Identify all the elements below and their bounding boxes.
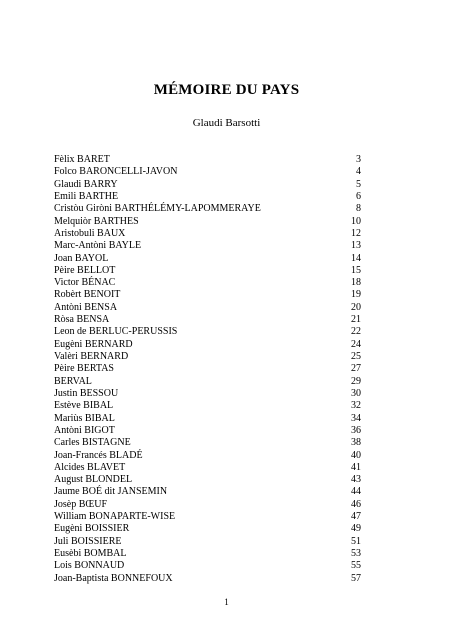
toc-entry-page: 10: [351, 215, 361, 227]
toc-entry-name: Eusèbi BOMBAL: [54, 548, 127, 559]
toc-entry-page: 13: [351, 240, 361, 252]
toc-entry-page: 41: [351, 461, 361, 473]
toc-entry-page: 44: [351, 486, 361, 498]
toc-entry: [54, 363, 361, 375]
toc-entry: [54, 400, 361, 412]
toc-entry-name: Eugèni BERNARD: [54, 338, 133, 350]
toc-entry: [54, 289, 361, 301]
toc-entry: [54, 277, 361, 289]
toc-entry-name: Eugèni BOISSIER: [54, 523, 130, 535]
toc-entry-page: 8: [356, 203, 361, 215]
toc-entry: [54, 240, 361, 252]
toc-entry-page: 36: [351, 424, 361, 436]
toc-entry: [54, 166, 361, 178]
toc-entry: [54, 536, 361, 548]
toc-entry-name: Ròsa BENSA: [54, 314, 110, 326]
toc-entry-page: 46: [351, 498, 361, 510]
toc-entry-page: 51: [351, 535, 361, 547]
toc-entry: [54, 462, 361, 474]
toc-entry-page: 20: [351, 301, 361, 313]
toc-entry: [54, 253, 361, 265]
toc-entry-page: 43: [351, 474, 361, 486]
toc-entry-page: 53: [351, 548, 361, 559]
toc-entry-name: Lois BONNAUD: [54, 560, 125, 572]
toc-entry: [54, 351, 361, 363]
toc-entry: [54, 474, 361, 486]
toc-entry-name: Estève BIBAL: [54, 400, 114, 412]
toc-entry-name: Emili BARTHE: [54, 190, 119, 202]
toc-entry-name: Valèri BERNARD: [54, 351, 129, 362]
toc-entry-name: Pèire BELLOT: [54, 264, 116, 276]
toc-entry: [54, 499, 361, 511]
toc-entry-name: Cristòu Giròni BARTHÉLÉMY-LAPOMMERAYE: [54, 203, 261, 215]
toc-entry-page: 40: [351, 449, 361, 461]
toc-entry: [54, 388, 361, 400]
toc-entry: [54, 265, 361, 277]
toc-entry-name: Victor BÉNAC: [54, 277, 116, 289]
toc-entry-page: 21: [351, 314, 361, 326]
toc-entry: [54, 302, 361, 314]
toc-entry-name: William BONAPARTE-WISE: [54, 511, 176, 523]
toc-entry-page: 57: [351, 572, 361, 584]
toc-entry: [54, 376, 361, 388]
toc-entry-page: 14: [351, 252, 361, 264]
toc-entry-page: 32: [351, 400, 361, 412]
toc-entry-page: 19: [351, 289, 361, 301]
toc-entry-name: Jaume BOÉ dit JANSEMIN: [54, 486, 168, 498]
toc-entry-page: 49: [351, 523, 361, 535]
toc-entry-page: 27: [351, 363, 361, 375]
toc-entry-name: Pèire BERTAS: [54, 363, 114, 375]
toc-entry: [54, 413, 361, 425]
toc-entry-name: Glaudi BARRY: [54, 178, 118, 190]
toc-entry-name: Antòni BENSA: [54, 301, 118, 313]
document-author: Glaudi Barsotti: [192, 117, 261, 129]
toc-entry: [54, 339, 361, 351]
toc-entry-page: 3: [356, 154, 361, 165]
toc-entry: [54, 548, 361, 560]
toc-entry-name: Folco BARONCELLI-JAVON: [54, 166, 178, 178]
toc-entry-name: Joan BAYOL: [54, 252, 109, 264]
toc-entry-name: Leon de BERLUC-PERUSSIS: [54, 326, 178, 338]
toc-entry-page: 22: [351, 326, 361, 338]
toc-entry-page: 5: [356, 178, 361, 190]
toc-entry-page: 6: [356, 190, 361, 202]
toc-entry-page: 47: [351, 511, 361, 523]
toc-entry: [54, 191, 361, 203]
toc-entry: [54, 511, 361, 523]
page-number: 1: [224, 597, 229, 607]
toc-entry: [54, 523, 361, 535]
toc-entry-name: Fèlix BARET: [54, 154, 110, 165]
toc-entry: [54, 425, 361, 437]
toc-entry-page: 25: [351, 351, 361, 362]
toc-entry: [54, 228, 361, 240]
toc-entry: [54, 203, 361, 215]
toc-entry-page: 24: [351, 338, 361, 350]
toc-entry: [54, 326, 361, 338]
toc-entry: [54, 216, 361, 228]
toc-entry: [54, 314, 361, 326]
toc-entry: [54, 437, 361, 449]
toc-entry-name: Justin BESSOU: [54, 387, 119, 399]
toc-entry: [54, 154, 361, 166]
toc-entry: [54, 560, 361, 572]
toc-entry: [54, 486, 361, 498]
toc-entry-page: 4: [356, 166, 361, 178]
toc-entry-name: BERVAL: [54, 375, 92, 387]
toc-entry: [54, 573, 361, 585]
toc-entry-name: Aristobuli BAUX: [54, 227, 126, 239]
toc-entry-name: Joan-Francés BLADÉ: [54, 449, 143, 461]
toc-entry-name: Josèp BŒUF: [54, 498, 108, 510]
toc-entry-name: Antòni BIGOT: [54, 424, 115, 436]
document-title: MÉMOIRE DU PAYS: [153, 82, 300, 98]
toc-entry-name: Melquiòr BARTHES: [54, 215, 139, 227]
toc-entry: [54, 179, 361, 191]
toc-entry-name: Alcides BLAVET: [54, 461, 126, 473]
toc-entry-page: 18: [351, 277, 361, 289]
toc-entry-name: Robèrt BENOIT: [54, 289, 121, 301]
toc-entry-page: 15: [351, 264, 361, 276]
toc-entry-name: Juli BOISSIERE: [54, 535, 122, 547]
toc-entry-name: August BLONDEL: [54, 474, 133, 486]
toc-entry-page: 55: [351, 560, 361, 572]
toc-entry-name: Joan-Baptista BONNEFOUX: [54, 572, 173, 584]
toc-entry-name: Carles BISTAGNE: [54, 437, 131, 449]
toc-entry-page: 30: [351, 387, 361, 399]
toc-entry: [54, 450, 361, 462]
toc-entry-page: 29: [351, 375, 361, 387]
toc-entry-page: 34: [351, 412, 361, 424]
toc-entry-page: 12: [351, 227, 361, 239]
toc-entry-page: 38: [351, 437, 361, 449]
toc-entry-name: Marc-Antòni BAYLE: [54, 240, 142, 252]
toc-entry-name: Mariùs BIBAL: [54, 412, 115, 424]
table-of-contents: [54, 154, 361, 585]
